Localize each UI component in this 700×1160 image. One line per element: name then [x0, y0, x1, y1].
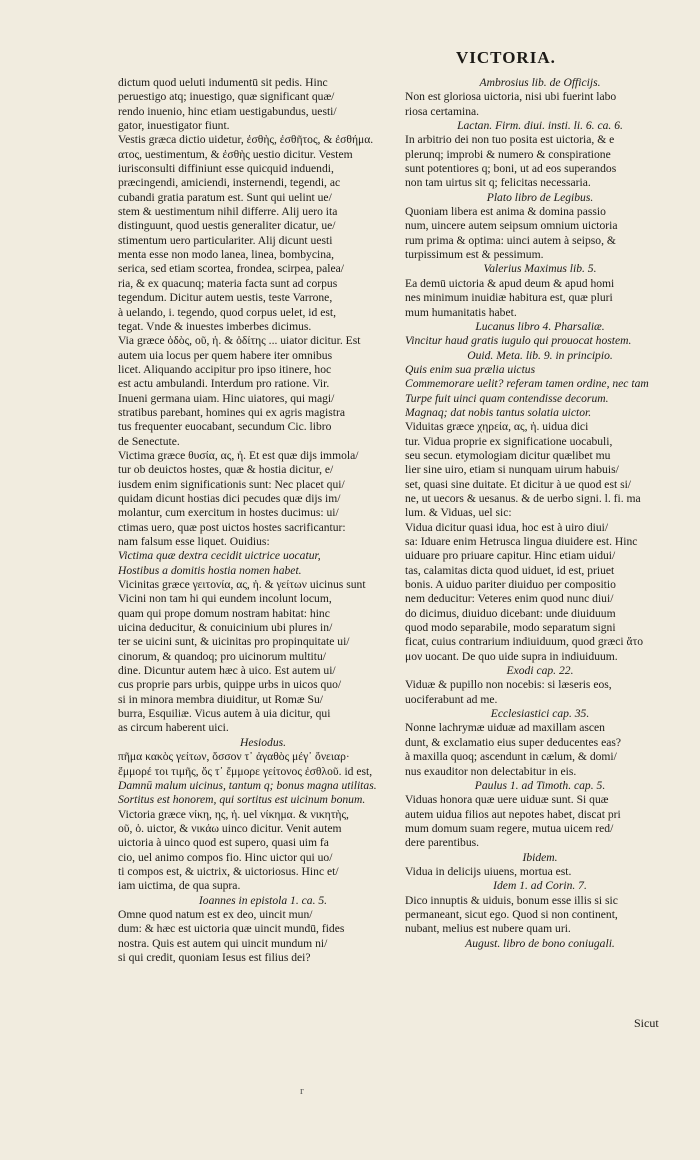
text-line: tegat. Vnde & inuestes imberbes dicimus. [118, 319, 312, 333]
text-line: iurisconsulti diffiniunt esse quicquid induendi, [118, 162, 334, 176]
text-line: à uelando, i. tegendo, quod corpus uelet, id est, [118, 305, 336, 319]
text-line: cinorum, & quandoq; pro uicinorum multitu/ [118, 649, 327, 663]
text-line: si in minora membra diuiditur, ut Romæ Su/ [118, 692, 323, 706]
text-line: ria, & ex quacunq; materia facta sunt ad corpus [118, 276, 338, 290]
text-line: Victima quæ dextra cecidit uictrice uocatur, [118, 549, 321, 563]
left-column [118, 76, 408, 965]
text-line: dum: & hæc est uictoria quæ uincit mundū, fides [118, 922, 345, 936]
text-line: Vicinitas græce γειτονία, ας, ἡ. & γείτων uicinus sunt [118, 578, 366, 592]
text-line: licet. Aliquando accipitur pro ipso itinere, hoc [118, 362, 332, 376]
text-line: nubant, melius est nubere quam uri. [405, 922, 571, 936]
text-line: sunt potentiores q; boni, ut ad eos superandos [405, 162, 617, 176]
text-line: stimentum uero particulariter. Alij dicunt uesti [118, 233, 333, 247]
text-line: iusdem enim significationis sunt: Nec placet qui/ [118, 477, 345, 491]
text-line: est actu ambulandi. Interdum pro ratione. Vir. [118, 377, 330, 391]
text-line: stem & uestimentum nihil differre. Alij uero ita [118, 205, 338, 219]
right-column [405, 76, 675, 951]
text-line: autem uidua filios aut nepotes habet, discat pri [405, 807, 621, 821]
text-line: Magnaq; dat nobis tantus solatia uictor. [405, 405, 592, 419]
text-line: rum prima & optima: uinci autem à seipso, & [405, 233, 616, 247]
text-line: Vincitur haud gratis iugulo qui prouocat hostem. [405, 334, 632, 348]
text-line: tur. Vidua proprie ex significatione uocabuli, [405, 434, 613, 448]
text-line: ατος, uestimentum, & ἐσθὴς uestio dicitur. Vestem [118, 147, 353, 161]
text-line: seu secun. etymologiam dicitur quælibet mu [405, 448, 611, 462]
text-line: præcingendi, amiciendi, insternendi, tegendi, ac [118, 176, 341, 190]
text-line: menta esse non modo lanea, linea, bombycina, [118, 248, 335, 262]
text-line: dere parentibus. [405, 836, 480, 850]
text-line: sa: Iduare enim Hetrusca lingua diuidere est. Hinc [405, 535, 638, 548]
text-line: de Senectute. [118, 434, 180, 448]
text-line: molantur, cum exercitum in hostes ducimus: ui/ [118, 506, 339, 520]
text-line: Ioannes in epistola 1. ca. 5. [198, 893, 328, 907]
text-line: plerunq; improbi & numero & conspiratione [405, 147, 611, 161]
text-line: quam qui prope domum nostram habitat: hinc [118, 606, 330, 620]
text-line: Vicini non tam hi qui eundem incolunt locum, [118, 592, 332, 606]
text-line: cubandi gratia paratum est. Sunt qui uelint ue/ [118, 190, 332, 204]
text-line: riosa certamina. [405, 104, 480, 118]
text-line: nem deducitur: Veteres enim quod nunc diui/ [405, 592, 614, 606]
text-line: nus exauditor non delectabitur in eis. [405, 764, 577, 778]
text-line: mum domum suam regere, mutua uicem red/ [405, 821, 614, 835]
text-line: Idem 1. ad Corin. 7. [493, 879, 587, 893]
text-line: Dico innuptis & uiduis, bonum esse illis si sic [405, 893, 618, 907]
text-line: Turpe fuit uinci quam contendisse decorum. [405, 391, 609, 405]
text-line: nam falsum esse liquet. Ouidius: [118, 535, 270, 548]
text-line: dictum quod ueluti indumentū sit pedis. Hinc [118, 76, 328, 89]
text-line: peruestigo atq; inuestigo, quæ significant quæ/ [118, 90, 335, 104]
text-line: Lactan. Firm. diui. insti. li. 6. ca. 6. [457, 119, 623, 133]
text-line: non tam uirtus sit q; felicitas necessaria. [405, 176, 591, 190]
text-line: quidam dicunt hostias dici pecudes quæ dijs im/ [118, 491, 341, 505]
text-line: nes minimum inuidiæ habitura est, quæ pluri [405, 291, 613, 305]
text-line: Sortitus est honorem, qui sortitus est uicinum bonum. [118, 793, 366, 807]
text-line: Commemorare uelit? referam tamen ordine, nec tam [405, 377, 649, 391]
text-line: Exodi cap. 22. [506, 664, 574, 678]
text-line: dunt, & exclamatio eius super deducentes eas? [405, 735, 622, 749]
gutter-mark: r [300, 1085, 304, 1097]
text-line: lier sine uiro, etiam si nunquam uirum habuis/ [405, 463, 619, 477]
text-line: Ambrosius lib. de Officijs. [479, 76, 601, 89]
text-line: Via græce ὁδὸς, οῦ, ἡ. & ὁδίτης ... uiator dicitur. Est [118, 334, 361, 348]
text-line: Hostibus a domitis hostia nomen habet. [118, 563, 302, 577]
text-line: rendo inuenio, hinc etiam uestigabundus, uesti/ [118, 104, 337, 118]
text-line: Damnū malum uicinus, tantum q; bonus magna utilitas. [118, 778, 377, 792]
text-line: ne, ut uecors & uesanus. & de uerbo signi. l. fi. ma [405, 491, 641, 505]
text-line: Non est gloriosa uictoria, nisi ubi fuerint labo [405, 90, 617, 104]
text-line: Ea demū uictoria & apud deum & apud homi [405, 276, 615, 290]
text-line: Paulus 1. ad Timoth. cap. 5. [474, 778, 606, 792]
text-line: burra, Esquiliæ. Vicus autem à uia dicitur, qui [118, 707, 331, 721]
text-line: In arbitrio dei non tuo posita est uictoria, & e [405, 133, 615, 147]
text-line: autem uia locus per quem habere iter omnibus [118, 348, 333, 362]
text-line: Viduas honora quæ uere uiduæ sunt. Si quæ [405, 793, 609, 807]
text-line: ctimas uero, quæ post uictos hostes sacrificantur: [118, 520, 346, 534]
text-line: Lucanus libro 4. Pharsaliæ. [475, 319, 605, 333]
text-line: uiduare pro priuare capitur. Hinc etiam uidui/ [405, 549, 616, 563]
text-line: Viduitas græce χηρεία, ας, ἡ. uidua dici [405, 420, 589, 434]
text-line: ter se uicini sunt, & uicinitas pro propinquitate ui/ [118, 635, 350, 649]
text-line: uociferabunt ad me. [405, 692, 498, 706]
text-line: Ouid. Meta. lib. 9. in principio. [467, 348, 613, 362]
text-line: dine. Dicuntur autem hæc à uico. Est autem ui/ [118, 664, 336, 678]
text-line: stratibus parebant, homines qui ex agris magistra [118, 405, 345, 419]
text-line: cio, uel animo compos fio. Hinc uictor qui uo/ [118, 850, 333, 864]
text-line: as circum haberent uici. [118, 721, 229, 735]
text-line: mum humanitatis habet. [405, 305, 517, 319]
text-line: gator, inuestigator fiunt. [118, 119, 230, 133]
text-line: πῆμα κακὸς γείτων, ὅσσον τ᾽ ἀγαθὸς μέγ᾽ ὄνειαρ· [118, 750, 350, 764]
text-line: distinguunt, quod uestis generaliter dicatur, ue/ [118, 219, 336, 233]
text-line: si qui credit, quoniam Iesus est filius dei? [118, 950, 311, 964]
text-line: num, uincere autem seipsum omnium uictoria [405, 219, 618, 233]
text-line: Inueni germana uiam. Hinc uiatores, qui magi/ [118, 391, 335, 405]
text-line: uicina deducitur, & conuicinium ubi plures in/ [118, 621, 333, 635]
text-line: ti compos est, & uictrix, & uictoriosus. Hinc et/ [118, 864, 339, 878]
text-line: à maxilla quoq; ascendunt in cælum, & domi/ [405, 750, 617, 764]
text-line: turpissimum est & pessimum. [405, 248, 544, 262]
text-line: uictoria à uinco quod est supero, quasi uim fa [118, 836, 329, 850]
text-line: set, quasi sine duitate. Et dicitur à ue quod est si/ [405, 477, 632, 491]
text-line: quod modo separabile, modo separatum signi [405, 621, 616, 635]
text-line: μον uocant. De quo uide supra in indiuiduum. [405, 649, 618, 663]
text-line: tegendum. Dicitur autem uestis, teste Varrone, [118, 291, 333, 305]
text-line: Quis enim sua prælia uictus [405, 362, 536, 376]
text-line: tus frequenter euocabant, secundum Cic. libro [118, 420, 332, 434]
text-line: Ibidem. [522, 850, 558, 864]
text-line: Viduæ & pupillo non nocebis: si læseris eos, [405, 678, 612, 692]
text-line: do dicimus, diuiduo dicebant: unde diuiduum [405, 606, 616, 620]
text-line: ficat, cuius contrarium indiuiduum, quod græci ἄτο [405, 635, 644, 649]
text-line: iam uictima, de qua supra. [118, 879, 241, 893]
text-line: bonis. A uiduo pariter diuiduo per compositio [405, 578, 616, 592]
text-line: August. libro de bono coniugali. [465, 936, 615, 950]
page-title: VICTORIA. [456, 48, 556, 67]
text-line: οῦ, ὁ. uictor, & νικάω uinco dicitur. Venit autem [118, 821, 342, 835]
text-line: tur ob deuictos hostes, quæ & hostia dicitur, e/ [118, 463, 334, 477]
text-line: Valerius Maximus lib. 5. [483, 262, 597, 276]
text-line: Ecclesiastici cap. 35. [490, 707, 590, 721]
text-line: Omne quod natum est ex deo, uincit mun/ [118, 907, 313, 921]
text-line: Hesiodus. [239, 735, 287, 749]
text-line: cus proprie pars urbis, quippe urbs in uicos quo/ [118, 678, 342, 692]
text-line: permaneant, sicut ego. Quod si non continent, [405, 907, 618, 921]
text-line: Victima græce θυσία, ας, ἡ. Et est quæ dijs immola/ [118, 448, 359, 462]
text-line: Victoria græce νίκη, ης, ἡ. uel νίκημα. & νικητὴς, [118, 807, 349, 821]
text-line: tas, calamitas dicta quod uiduet, id est, priuet [405, 563, 615, 577]
text-line: Vidua dicitur quasi idua, hoc est à uiro diui/ [405, 520, 609, 534]
text-line: serica, sed etiam scortea, frondea, scirpea, palea/ [118, 262, 344, 276]
text-line: Quoniam libera est anima & domina passio [405, 205, 606, 219]
text-line: ἔμμορέ τοι τιμῆς, ὅς τ᾽ ἔμμορε γείτονος ἐσθλοῦ. id est, [118, 764, 373, 778]
text-line: Nonne lachrymæ uiduæ ad maxillam ascen [405, 721, 605, 735]
text-line: nostra. Quis est autem qui uincit mundum ni/ [118, 936, 328, 950]
text-line: Plato libro de Legibus. [486, 190, 594, 204]
text-line: Vidua in delicijs uiuens, mortua est. [405, 864, 572, 878]
text-line: lum. & Viduas, uel sic: [405, 506, 512, 520]
running-head [0, 48, 700, 70]
catchword: Sicut [634, 1016, 659, 1030]
text-line: Vestis græca dictio uidetur, ἐσθὴς, ἐσθῆτος, & ἐσθήμα. [118, 133, 374, 147]
